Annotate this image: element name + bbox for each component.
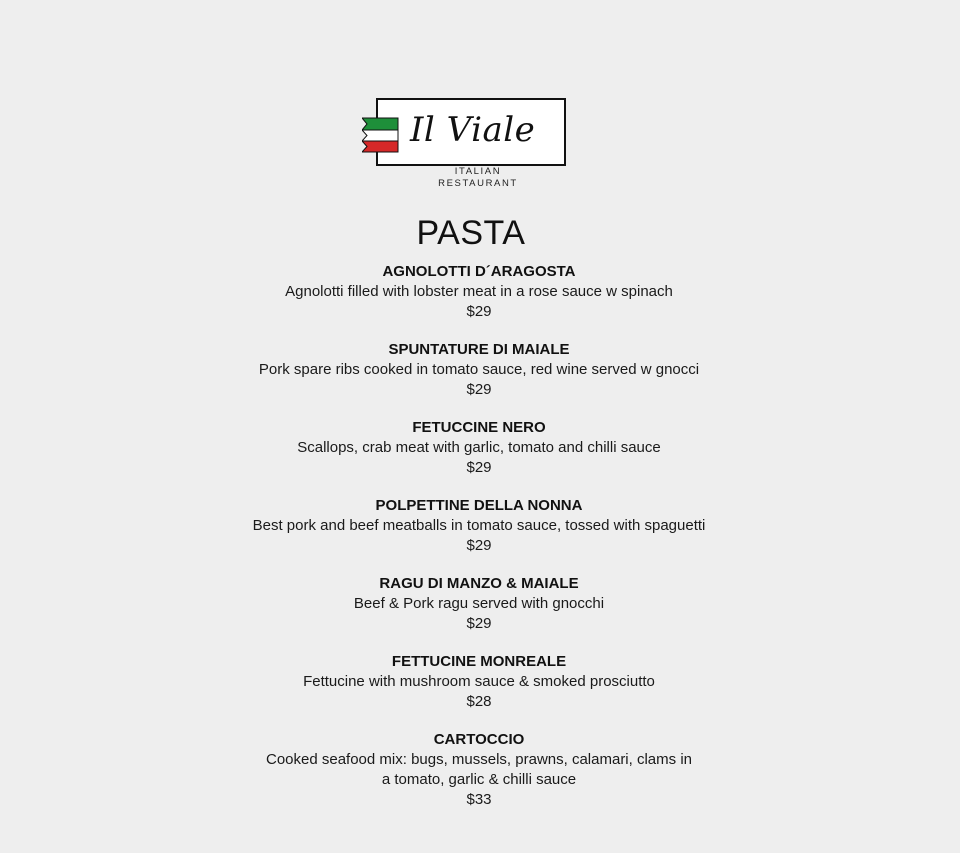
menu-item-price: $29 <box>466 459 492 476</box>
menu-item-description-line: a tomato, garlic & chilli sauce <box>381 771 577 788</box>
menu-item-description <box>0 516 958 536</box>
restaurant-logo <box>362 96 572 196</box>
menu-item-description-line: Beef & Pork ragu served with gnocchi <box>353 595 605 612</box>
menu-item-description-line: Cooked seafood mix: bugs, mussels, prawns, calamari, clams in <box>265 751 692 768</box>
menu-item-name: SPUNTATURE DI MAIALE <box>388 341 570 358</box>
menu-item-name: CARTOCCIO <box>433 731 525 748</box>
flag-stripe-red <box>362 141 398 152</box>
flag-stripe-white <box>362 130 398 141</box>
logo-subtitle <box>432 166 524 190</box>
menu-item <box>0 340 958 399</box>
menu-item-name: AGNOLOTTI D´ARAGOSTA <box>382 263 576 280</box>
menu-item <box>0 262 958 321</box>
italian-flag-icon <box>362 116 402 154</box>
menu-item <box>0 652 958 711</box>
menu-item <box>0 418 958 477</box>
flag-stripe-green <box>362 118 398 130</box>
menu-item-price: $29 <box>466 381 492 398</box>
menu-item-description-line: Pork spare ribs cooked in tomato sauce, red wine served w gnocci <box>258 361 700 378</box>
menu-item-description <box>0 282 958 302</box>
menu-item-description <box>0 672 958 692</box>
menu-item <box>0 496 958 555</box>
menu-item-name: POLPETTINE DELLA NONNA <box>375 497 583 514</box>
menu-item <box>0 574 958 633</box>
logo-name: Il Viale <box>410 110 536 150</box>
menu-item-description-line: Agnolotti filled with lobster meat in a rose sauce w spinach <box>285 283 673 300</box>
menu-item-description-line: Fettucine with mushroom sauce & smoked prosciutto <box>303 673 655 690</box>
menu-item-name: FETTUCINE MONREALE <box>391 653 567 670</box>
menu-item <box>0 730 958 809</box>
logo-subtitle-line1: ITALIAN <box>454 166 502 177</box>
menu-item-description <box>0 360 958 380</box>
menu-item-description <box>0 594 958 614</box>
menu-item-name: RAGU DI MANZO & MAIALE <box>379 575 579 592</box>
menu-item-description-line: Scallops, crab meat with garlic, tomato and chilli sauce <box>297 439 661 456</box>
menu-item-description <box>0 750 958 790</box>
menu-item-name: FETUCCINE NERO <box>412 419 546 436</box>
section-title: PASTA <box>416 214 526 252</box>
menu-item-price: $29 <box>466 537 492 554</box>
menu-item-price: $29 <box>466 303 492 320</box>
menu-item-description-line: Best pork and beef meatballs in tomato sauce, tossed with spaguetti <box>252 517 706 534</box>
menu-item-price: $33 <box>466 791 492 808</box>
menu-item-description <box>0 438 958 458</box>
menu-item-price: $29 <box>466 615 492 632</box>
menu-list <box>0 262 958 828</box>
logo-subtitle-line2: RESTAURANT <box>438 178 518 189</box>
menu-item-price: $28 <box>466 693 492 710</box>
